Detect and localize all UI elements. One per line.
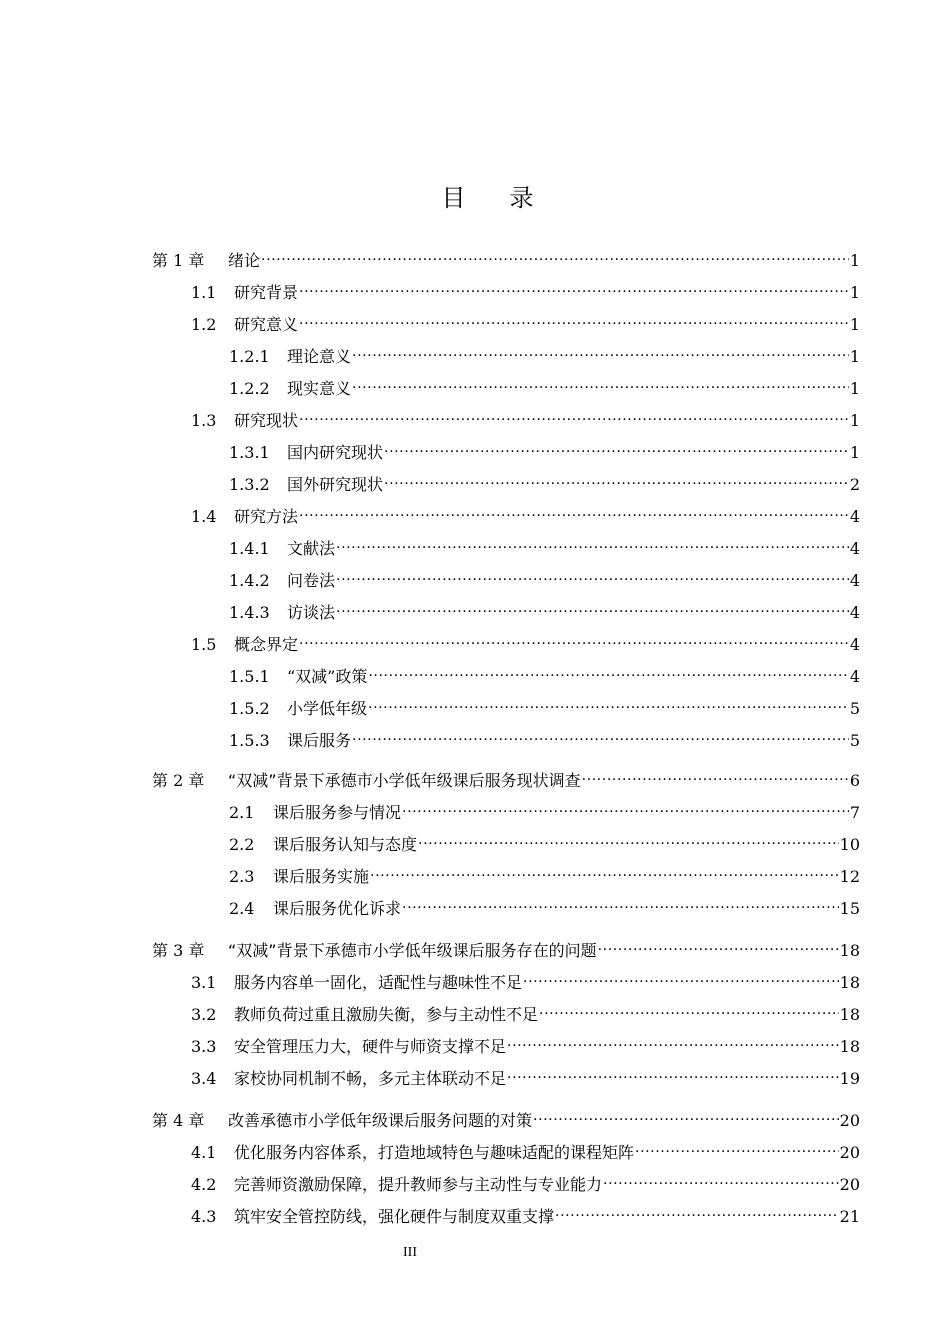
toc-section-entry[interactable] (191, 630, 860, 655)
toc-entry-title: 安全管理压力大，硬件与师资支撑不足 (234, 1037, 507, 1056)
toc-section-entry[interactable] (191, 1000, 860, 1025)
toc-section-entry[interactable] (191, 278, 860, 303)
toc-entry-number: 1.2.2 (229, 379, 270, 398)
toc-entry-title: 国外研究现状 (287, 475, 384, 494)
toc-dot-leader (402, 894, 839, 914)
toc-entry-page: 4 (849, 635, 860, 654)
toc-entry-number: 3.4 (191, 1069, 217, 1088)
toc-entry-number: 1.4.3 (229, 603, 270, 622)
toc-entry-number: 1.5.1 (229, 667, 270, 686)
toc-entry-page: 2 (849, 475, 860, 494)
toc-entry-title: 家校协同机制不畅，多元主体联动不足 (234, 1069, 507, 1088)
toc-entry-page: 18 (839, 1005, 860, 1024)
toc-entry-title: 概念界定 (234, 635, 299, 654)
toc-section-entry[interactable] (191, 1064, 860, 1089)
toc-entry-page: 18 (839, 1037, 860, 1056)
toc-dot-leader (555, 1202, 839, 1222)
toc-entry-page: 4 (849, 667, 860, 686)
toc-dot-leader (402, 798, 849, 818)
toc-entry-number: 1.1 (191, 283, 217, 302)
toc-entry-title: 研究现状 (234, 411, 299, 430)
toc-entry-number: 1.5.3 (229, 731, 270, 750)
toc-dot-leader (352, 726, 849, 746)
toc-entry-number: 1.4 (191, 507, 217, 526)
toc-dot-leader (598, 936, 839, 956)
toc-section-entry[interactable] (229, 894, 860, 919)
toc-entry-number: 1.2.1 (229, 347, 270, 366)
toc-entry-number: 3.2 (191, 1005, 217, 1024)
toc-entry-page: 1 (849, 443, 860, 462)
toc-entry-page: 18 (839, 973, 860, 992)
toc-entry-page: 5 (849, 699, 860, 718)
toc-entry-title: “双减”背景下承德市小学低年级课后服务现状调查 (228, 771, 581, 790)
page-number-footer: III (403, 1245, 417, 1260)
toc-entry-number: 1.5 (191, 635, 217, 654)
toc-entry-number: 1.4.2 (229, 571, 270, 590)
title-char-left: 目 (441, 184, 466, 212)
toc-section-entry[interactable] (191, 502, 860, 527)
toc-dot-leader (299, 278, 849, 298)
toc-entry-number: 第 2 章 (152, 771, 205, 790)
toc-entry-page: 19 (839, 1069, 860, 1088)
toc-entry-title: 研究背景 (234, 283, 299, 302)
toc-entry-title: 问卷法 (287, 571, 336, 590)
toc-chapter-entry[interactable] (152, 246, 860, 271)
toc-dot-leader (352, 342, 849, 362)
toc-entry-number: 1.5.2 (229, 699, 270, 718)
toc-entry-page: 4 (849, 539, 860, 558)
toc-entry-number: 1.3.2 (229, 475, 270, 494)
toc-section-entry[interactable] (229, 342, 860, 367)
toc-section-entry[interactable] (229, 598, 860, 623)
toc-entry-number: 2.2 (229, 835, 255, 854)
toc-dot-leader (582, 766, 849, 786)
toc-chapter-entry[interactable] (152, 766, 860, 791)
toc-entry-title: 研究方法 (234, 507, 299, 526)
toc-entry-number: 4.3 (191, 1207, 217, 1226)
toc-entry-title: 小学低年级 (287, 699, 368, 718)
toc-entry-title: 课后服务实施 (273, 867, 370, 886)
toc-entry-page: 5 (849, 731, 860, 750)
toc-entry-title: “双减”政策 (287, 667, 368, 686)
toc-dot-leader (384, 470, 849, 490)
toc-dot-leader (507, 1064, 839, 1084)
toc-entry-page: 1 (849, 251, 860, 270)
toc-entry-number: 2.3 (229, 867, 255, 886)
toc-section-entry[interactable] (229, 862, 860, 887)
toc-entry-page: 10 (839, 835, 860, 854)
toc-entry-page: 1 (849, 379, 860, 398)
toc-entry-title: 课后服务优化诉求 (273, 899, 402, 918)
toc-entry-title: 服务内容单一固化，适配性与趣味性不足 (234, 973, 523, 992)
toc-entry-number: 第 1 章 (152, 251, 205, 270)
toc-dot-leader (299, 406, 849, 426)
toc-entry-page: 4 (849, 507, 860, 526)
toc-entry-page: 1 (849, 315, 860, 334)
toc-dot-leader (336, 534, 849, 554)
page-title (0, 178, 950, 213)
toc-section-entry[interactable] (229, 566, 860, 591)
toc-entry-title: 改善承德市小学低年级课后服务问题的对策 (228, 1111, 533, 1130)
toc-entry-page: 4 (849, 603, 860, 622)
toc-section-entry[interactable] (191, 968, 860, 993)
toc-dot-leader (533, 1106, 839, 1126)
toc-entry-number: 1.4.1 (229, 539, 270, 558)
toc-entry-title: 绪论 (228, 251, 261, 270)
toc-section-entry[interactable] (229, 830, 860, 855)
toc-entry-title: 现实意义 (287, 379, 352, 398)
toc-entry-page: 20 (839, 1175, 860, 1194)
toc-entry-title: 文献法 (287, 539, 336, 558)
toc-entry-number: 4.1 (191, 1143, 217, 1162)
toc-entry-number: 2.4 (229, 899, 255, 918)
toc-entry-title: 理论意义 (287, 347, 352, 366)
toc-section-entry[interactable] (191, 1170, 860, 1195)
toc-entry-number: 第 4 章 (152, 1111, 205, 1130)
toc-entry-title: 研究意义 (234, 315, 299, 334)
toc-entry-title: 教师负荷过重且激励失衡，参与主动性不足 (234, 1005, 539, 1024)
toc-entry-title: 课后服务 (287, 731, 352, 750)
toc-dot-leader (368, 694, 849, 714)
toc-section-entry[interactable] (229, 470, 860, 495)
toc-entry-number: 1.2 (191, 315, 217, 334)
toc-entry-page: 20 (839, 1143, 860, 1162)
toc-dot-leader (261, 246, 849, 266)
toc-entry-page: 20 (839, 1111, 860, 1130)
toc-section-entry[interactable] (229, 694, 860, 719)
toc-entry-page: 1 (849, 411, 860, 430)
toc-entry-number: 3.3 (191, 1037, 217, 1056)
toc-section-entry[interactable] (191, 1138, 860, 1163)
toc-dot-leader (336, 566, 849, 586)
toc-entry-number: 1.3 (191, 411, 217, 430)
toc-entry-page: 7 (849, 803, 860, 822)
toc-entry-page: 6 (849, 771, 860, 790)
toc-dot-leader (299, 502, 849, 522)
toc-entry-page: 15 (839, 899, 860, 918)
toc-dot-leader (539, 1000, 839, 1020)
toc-dot-leader (336, 598, 849, 618)
toc-entry-title: “双减”背景下承德市小学低年级课后服务存在的问题 (228, 941, 597, 960)
toc-section-entry[interactable] (229, 534, 860, 559)
toc-entry-number: 1.3.1 (229, 443, 270, 462)
toc-dot-leader (384, 438, 849, 458)
toc-chapter-entry[interactable] (152, 936, 860, 961)
toc-section-entry[interactable] (191, 310, 860, 335)
toc-entry-title: 课后服务参与情况 (273, 803, 402, 822)
toc-entry-page: 1 (849, 283, 860, 302)
toc-dot-leader (507, 1032, 839, 1052)
toc-entry-title: 优化服务内容体系，打造地域特色与趣味适配的课程矩阵 (234, 1143, 635, 1162)
toc-entry-page: 4 (849, 571, 860, 590)
toc-entry-number: 4.2 (191, 1175, 217, 1194)
toc-entry-title: 访谈法 (287, 603, 336, 622)
toc-entry-title: 课后服务认知与态度 (273, 835, 418, 854)
toc-section-entry[interactable] (229, 662, 860, 687)
toc-section-entry[interactable] (191, 1202, 860, 1227)
toc-dot-leader (635, 1138, 839, 1158)
toc-entry-title: 完善师资激励保障，提升教师参与主动性与专业能力 (234, 1175, 603, 1194)
toc-dot-leader (299, 630, 849, 650)
toc-entry-number: 第 3 章 (152, 941, 205, 960)
toc-section-entry[interactable] (229, 374, 860, 399)
toc-entry-page: 12 (839, 867, 860, 886)
toc-dot-leader (523, 968, 839, 988)
title-char-right: 录 (509, 184, 534, 212)
toc-entry-page: 21 (839, 1207, 860, 1226)
toc-entry-title: 国内研究现状 (287, 443, 384, 462)
toc-dot-leader (299, 310, 849, 330)
toc-section-entry[interactable] (229, 438, 860, 463)
toc-entry-page: 1 (849, 347, 860, 366)
toc-chapter-entry[interactable] (152, 1106, 860, 1131)
toc-section-entry[interactable] (191, 406, 860, 431)
toc-dot-leader (368, 662, 848, 682)
toc-section-entry[interactable] (229, 798, 860, 823)
toc-dot-leader (418, 830, 839, 850)
toc-section-entry[interactable] (191, 1032, 860, 1057)
toc-dot-leader (603, 1170, 839, 1190)
toc-section-entry[interactable] (229, 726, 860, 751)
toc-entry-number: 2.1 (229, 803, 255, 822)
toc-entry-title: 筑牢安全管控防线，强化硬件与制度双重支撑 (234, 1207, 555, 1226)
toc-dot-leader (370, 862, 839, 882)
toc-entry-page: 18 (839, 941, 860, 960)
toc-dot-leader (352, 374, 849, 394)
toc-entry-number: 3.1 (191, 973, 217, 992)
